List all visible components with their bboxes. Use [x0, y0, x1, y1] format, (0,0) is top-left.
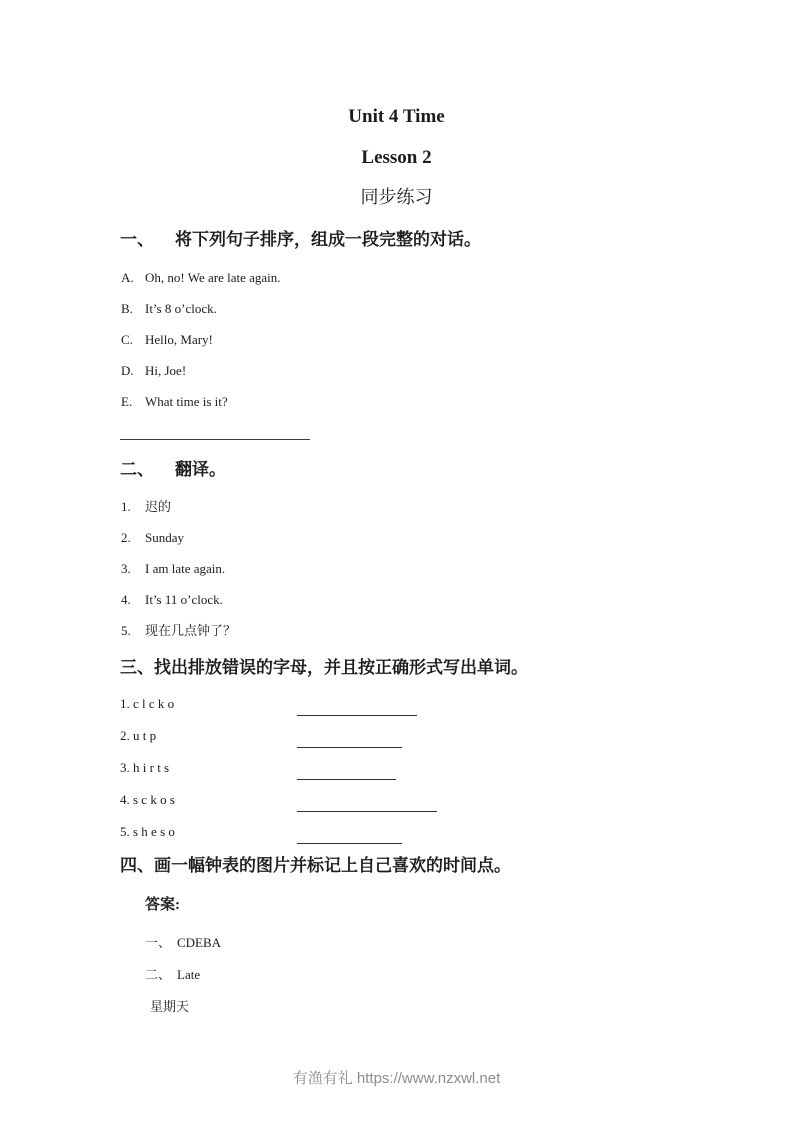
translation-item-label: 3. — [121, 561, 131, 576]
section-four-heading: 四、画一幅钟表的图片并标记上自己喜欢的时间点。 — [120, 856, 511, 875]
page-title: Unit 4 Time — [348, 106, 445, 127]
translation-item — [121, 495, 793, 519]
scramble-item — [120, 692, 793, 716]
translation-item — [121, 557, 793, 581]
section-two-heading — [120, 458, 793, 482]
dialogue-item — [121, 359, 793, 383]
scramble-answer-blank — [297, 792, 437, 812]
scramble-answer-blank — [297, 728, 402, 748]
scramble-answer-blank — [297, 760, 396, 780]
section-two-number: 二、 — [120, 460, 154, 479]
dialogue-item — [121, 266, 793, 290]
translation-item-text: Sunday — [145, 530, 184, 545]
dialogue-item-text: Hi, Joe! — [145, 363, 187, 378]
answer-item-text: Late — [177, 967, 201, 982]
answer-item-label: 二、 — [145, 967, 172, 982]
dialogue-item-label: A. — [121, 270, 134, 285]
scramble-answer-blank — [297, 696, 417, 716]
dialogue-item-label: B. — [121, 301, 133, 316]
scramble-item-label: 4. s c k o s — [120, 792, 175, 807]
translation-item — [121, 619, 793, 643]
section-one-heading — [120, 228, 793, 252]
scramble-item — [120, 820, 793, 844]
dialogue-item — [121, 328, 793, 352]
page-subtitle: Lesson 2 — [361, 147, 432, 168]
dialogue-item — [121, 390, 793, 414]
dialogue-item-text: What time is it? — [145, 394, 228, 409]
answer-item — [145, 931, 793, 955]
footer-watermark: 有渔有礼 https://www.nzxwl.net — [292, 1070, 501, 1087]
translation-item-label: 4. — [121, 592, 131, 607]
section-one-title: 将下列句子排序，组成一段完整的对话。 — [175, 230, 481, 249]
answer-item — [145, 963, 793, 987]
dialogue-item-label: E. — [121, 394, 133, 409]
dialogue-item — [121, 297, 793, 321]
translation-item — [121, 526, 793, 550]
dialogue-item-label: D. — [121, 363, 134, 378]
dialogue-list — [0, 266, 793, 414]
answer-item-label: 一、 — [145, 935, 172, 950]
section-two-title: 翻译。 — [175, 460, 226, 479]
page-subtitle-cn: 同步练习 — [360, 187, 433, 207]
translation-item-label: 2. — [121, 530, 131, 545]
answers-list — [0, 931, 793, 1019]
translation-item — [121, 588, 793, 612]
translation-item-label: 1. — [121, 499, 131, 514]
scramble-item — [120, 724, 793, 748]
scramble-item-label: 1. c l c k o — [120, 696, 175, 711]
translation-item-label: 5. — [121, 623, 131, 638]
dialogue-answer-blank — [120, 439, 310, 440]
scramble-item-label: 3. h i r t s — [120, 760, 170, 775]
scramble-list — [0, 692, 793, 844]
section-three-heading: 三、找出排放错误的字母，并且按正确形式写出单词。 — [120, 658, 528, 677]
answer-item-text: CDEBA — [177, 935, 222, 950]
answers-heading: 答案: — [145, 897, 180, 913]
translation-item-text: It’s 11 o’clock. — [145, 592, 223, 607]
dialogue-item-text: Oh, no! We are late again. — [145, 270, 281, 285]
scramble-answer-blank — [297, 824, 402, 844]
scramble-item — [120, 788, 793, 812]
translation-list — [0, 495, 793, 643]
scramble-item-label: 2. u t p — [120, 728, 157, 743]
scramble-item-label: 5. s h e s o — [120, 824, 175, 839]
section-one-number: 一、 — [120, 230, 154, 249]
dialogue-item-text: Hello, Mary! — [145, 332, 213, 347]
translation-item-text: I am late again. — [145, 561, 226, 576]
answer-item: 星期天 — [150, 999, 190, 1014]
dialogue-item-text: It’s 8 o’clock. — [145, 301, 217, 316]
translation-item-text: 迟的 — [145, 499, 172, 514]
scramble-item — [120, 756, 793, 780]
translation-item-text: 现在几点钟了？ — [145, 623, 237, 638]
dialogue-item-label: C. — [121, 332, 133, 347]
